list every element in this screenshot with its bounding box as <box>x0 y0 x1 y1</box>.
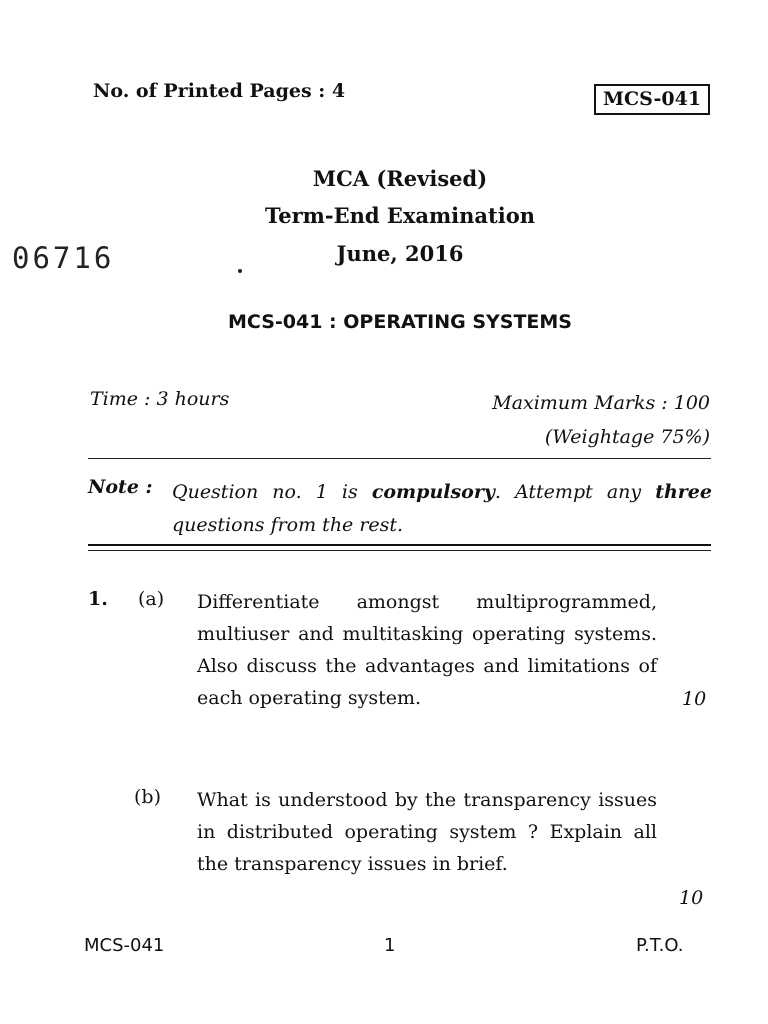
paper-title: MCS-041 : OPERATING SYSTEMS <box>228 311 572 333</box>
printed-pages-count: No. of Printed Pages : 4 <box>93 80 346 102</box>
footer-pto: P.T.O. <box>636 935 684 956</box>
divider-top <box>88 458 711 459</box>
exam-session: June, 2016 <box>336 241 464 266</box>
exam-time: Time : 3 hours <box>90 388 230 410</box>
serial-number-stamp: 06716 <box>12 241 115 275</box>
weightage: (Weightage 75%) <box>544 426 710 448</box>
footer-page-number: 1 <box>384 935 396 956</box>
divider-double-1 <box>88 544 711 546</box>
question-part-text: What is understood by the transparency issues in distributed operating system ? Explain all the transparency issues in brief. <box>197 789 657 875</box>
note-label: Note : <box>88 476 153 498</box>
programme-title: MCA (Revised) <box>312 166 488 191</box>
question-marks: 10 <box>682 688 707 710</box>
paper-code-box: MCS-041 <box>594 84 710 115</box>
note-text: Question no. 1 is compulsory. Attempt any three questions from the rest. <box>172 481 712 536</box>
max-marks: Maximum Marks : 100 <box>492 392 710 414</box>
question-part-label: (b) <box>134 786 161 808</box>
question-part-label: (a) <box>138 588 165 610</box>
footer-paper-code: MCS-041 <box>84 935 165 956</box>
divider-double-2 <box>88 550 711 551</box>
ink-dot <box>238 269 242 273</box>
exam-title: Term-End Examination <box>264 203 535 228</box>
question-part-text: Differentiate amongst multiprogrammed, multiuser and multitasking operating systems. Also discuss the advantages and limitations of each operating system. <box>197 591 657 709</box>
question-marks: 10 <box>679 887 704 909</box>
note-emphasis-compulsory: compulsory <box>371 481 495 503</box>
question-number: 1. <box>88 588 108 610</box>
note-emphasis-three: three <box>655 481 712 503</box>
